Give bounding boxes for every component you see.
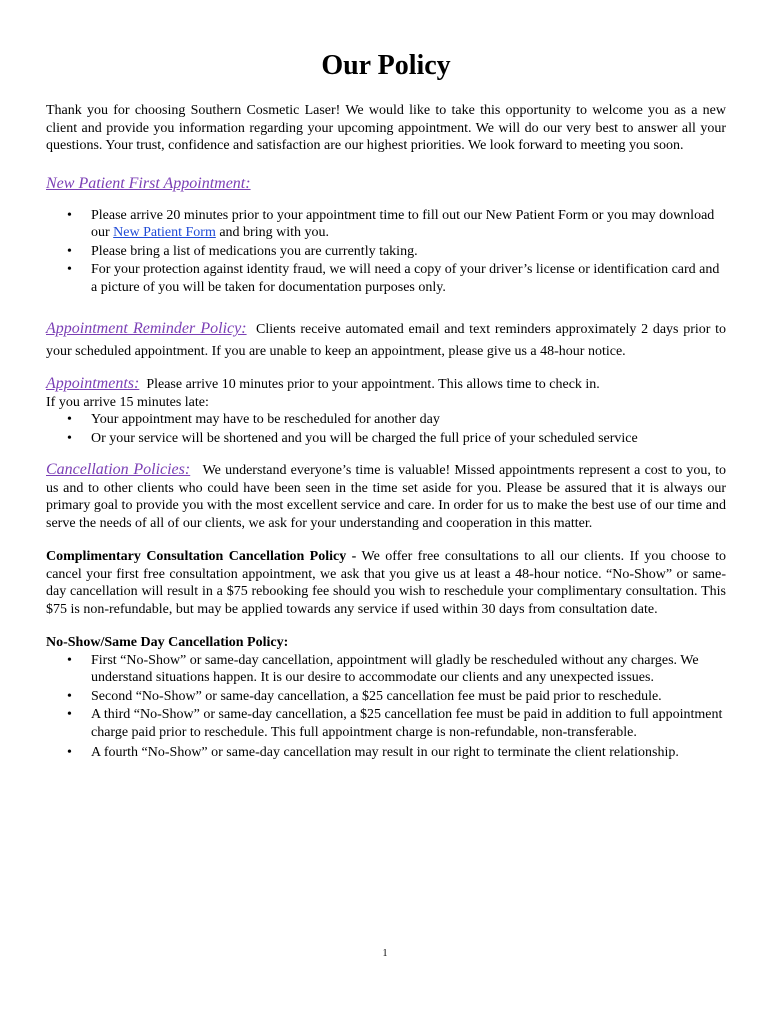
page-title: Our Policy [321,50,451,81]
bullet-icon: • [67,412,72,427]
new-patient-list [46,207,726,297]
bullet-icon: • [67,243,72,259]
noshow-bullet-4: A fourth “No-Show” or same-day cancellation may result in our right to terminate the client relationship. [91,745,679,760]
consultation-text: We offer free consultations to all our clients. If you choose to cancel your first free consultation appointment, we ask that you give us at least a 48-hour notice. “No-Show” or same-day cancellation will result in a $75 rebooking fee should you wish to reschedule your complimentary consultation. This $75 is non-refundable, but may be applied towards any service if used within 30 days from consultation date. [46,549,726,617]
appointments-paragraph [46,375,726,394]
appointments-heading: Appointments: [46,375,140,392]
late-arrival-text: If you arrive 15 minutes late: [46,394,209,410]
bullet-icon: • [67,430,72,446]
list-item [46,207,726,242]
bullet-icon: • [67,688,72,704]
cancellation-heading: Cancellation Policies: [46,461,191,478]
reminder-paragraph [46,318,726,363]
list-item [46,430,726,448]
list-item [46,261,726,296]
consultation-paragraph [46,548,726,618]
late-bullet-2: Or your service will be shortened and you will be charged the full price of your scheduled service [91,430,638,446]
new-patient-bullet-1-before: Please arrive 20 minutes prior to your appointment time to fill out our New Patient Form or you may download our [91,207,715,240]
list-item [46,706,726,741]
new-patient-form-link[interactable]: New Patient Form [113,225,216,240]
new-patient-heading-block [46,175,726,193]
bullet-icon: • [67,207,72,223]
cancellation-text: We understand everyone’s time is valuable! Missed appointments represent a cost to you, to us and to other clients who could have been seen in the time set aside for you. Please be assured that it is always our primary goal to provide you with the most excellent service and care. In order for us to make the best use of our time and serve the needs of all of our clients, we ask for your understanding and cooperation in this matter. [46,463,726,531]
bullet-icon: • [67,707,72,722]
list-item [46,652,726,687]
page-number: 1 [382,948,388,959]
reminder-heading: Appointment Reminder Policy: [46,320,247,337]
policy-document [46,48,726,764]
consultation-heading: Complimentary Consultation Cancellation Policy - [46,549,357,564]
bullet-icon: • [67,262,72,277]
new-patient-bullet-1-after: and bring with you. [215,225,329,240]
new-patient-bullet-2: Please bring a list of medications you are currently taking. [91,243,418,259]
noshow-bullet-2: Second “No-Show” or same-day cancellation, a $25 cancellation fee must be paid prior to reschedule. [91,688,662,704]
late-bullet-1: Your appointment may have to be rescheduled for another day [91,412,440,427]
list-item [46,688,726,706]
noshow-bullet-1: First “No-Show” or same-day cancellation, appointment will gladly be rescheduled without any charges. We understand situations happen. It is our desire to accommodate our clients and any unexpected issues. [91,652,699,685]
list-item [46,411,726,429]
appointments-text: Please arrive 10 minutes prior to your appointment. This allows time to check in. [146,377,600,392]
bullet-icon: • [67,652,72,668]
new-patient-heading: New Patient First Appointment: [46,174,251,192]
late-arrival-list [46,411,726,447]
noshow-list [46,652,726,764]
reminder-text: Clients receive automated email and text reminders approximately 2 days prior to your scheduled appointment. If you are unable to keep an appointment, please give us a 48-hour notice. [46,322,726,359]
new-patient-bullet-3: For your protection against identity fraud, we will need a copy of your driver’s license or identification card and a picture of you will be taken for documentation purposes only. [91,262,720,295]
list-item [46,243,726,261]
noshow-bullet-3: A third “No-Show” or same-day cancellation, a $25 cancellation fee must be paid in addition to full appointment charge paid prior to reschedule. This full appointment charge is non-refundable, non-transferable. [91,707,723,740]
intro-paragraph: Thank you for choosing Southern Cosmetic Laser! We would like to take this opportunity to welcome you as a new client and provide you information regarding your upcoming appointment. We will do our very best to answer all your questions. Your trust, confidence and satisfaction are our highest priorities. We look forward to meeting you soon. [46,103,726,153]
noshow-heading: No-Show/Same Day Cancellation Policy: [46,635,289,650]
bullet-icon: • [67,745,72,760]
list-item [46,742,726,763]
cancellation-paragraph [46,461,726,532]
